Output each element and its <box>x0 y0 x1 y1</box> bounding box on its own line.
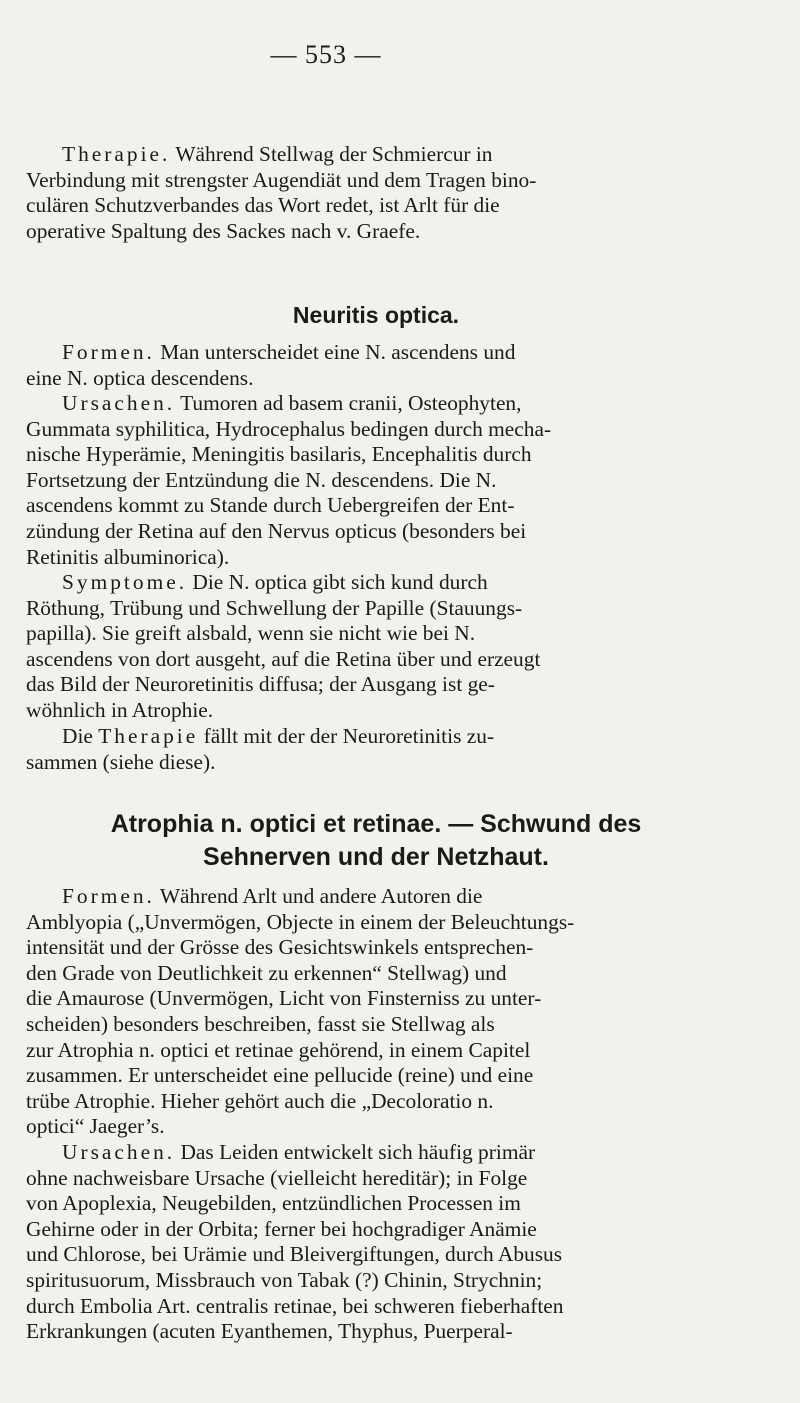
paragraph-line: zusammen. Er unterscheidet eine pellucide (reine) und eine <box>26 1063 534 1088</box>
paragraph-line: und Chlorose, bei Urämie und Bleivergiftungen, durch Abusus <box>26 1242 563 1267</box>
paragraph-line: Erkrankungen (acuten Eyanthemen, Thyphus, Puerperal- <box>26 1319 513 1344</box>
paragraph-line: optici“ Jaeger’s. <box>26 1114 165 1139</box>
paragraph-line: ohne nachweisbare Ursache (vielleicht hereditär); in Folge <box>26 1165 528 1190</box>
paragraph-line: Amblyopia („Unvermögen, Objecte in einem der Beleuchtungs- <box>26 909 575 934</box>
paragraph-line: intensität und der Grösse des Gesichtswinkels entsprechen- <box>26 935 534 960</box>
therapie-intro-paragraph <box>26 142 726 244</box>
section-heading-neuritis-optica: Neuritis optica. <box>292 302 460 328</box>
paragraph-line: den Grade von Deutlichkeit zu erkennen“ Stellwag) und <box>26 960 507 985</box>
paragraph-line: culären Schutzverbandes das Wort redet, ist Arlt für die <box>26 193 500 218</box>
paragraph-line: Formen. Während Arlt und andere Autoren die <box>62 884 483 908</box>
paragraph-line: nische Hyperämie, Meningitis basilaris, Encephalitis durch <box>26 442 532 467</box>
paragraph-label: Formen. <box>62 340 155 364</box>
neuritis-formen-paragraph <box>26 340 726 391</box>
paragraph-label: Symptome. <box>62 570 188 594</box>
paragraph-line: Verbindung mit strengster Augendiät und dem Tragen bino- <box>26 167 537 192</box>
paragraph-label: Therapie <box>98 724 199 748</box>
paragraph-line: zündung der Retina auf den Nervus opticus (besonders bei <box>26 518 527 543</box>
paragraph-line: sammen (siehe diese). <box>26 749 216 774</box>
paragraph-line: Fortsetzung der Entzündung die N. descendens. Die N. <box>26 467 497 492</box>
page-number: — 553 — <box>270 40 382 69</box>
paragraph-label: Ursachen. <box>62 1140 176 1164</box>
paragraph-line: wöhnlich in Atrophie. <box>26 697 214 722</box>
paragraph-line: Ursachen. Das Leiden entwickelt sich häufig primär <box>62 1140 536 1164</box>
paragraph-label: Formen. <box>62 884 155 908</box>
paragraph-line: papilla). Sie greift alsbald, wenn sie nicht wie bei N. <box>26 621 476 646</box>
paragraph-line: Die Therapie fällt mit der der Neuroretinitis zu- <box>62 724 495 748</box>
paragraph-line: Formen. Man unterscheidet eine N. ascendens und <box>62 340 516 364</box>
paragraph-line: Gummata syphilitica, Hydrocephalus bedingen durch mecha- <box>26 416 552 441</box>
atrophia-ursachen-paragraph <box>26 1140 726 1345</box>
paragraph-line: zur Atrophia n. optici et retinae gehörend, in einem Capitel <box>26 1037 531 1062</box>
paragraph-line: durch Embolia Art. centralis retinae, bei schweren fieberhaften <box>26 1293 564 1318</box>
paragraph-line: Gehirne oder in der Orbita; ferner bei hochgradiger Anämie <box>26 1216 537 1241</box>
paragraph-line: Symptome. Die N. optica gibt sich kund durch <box>62 570 488 594</box>
paragraph-line: spiritusuorum, Missbrauch von Tabak (?) Chinin, Strychnin; <box>26 1267 543 1292</box>
paragraph-line: trübe Atrophie. Hieher gehört auch die „Decoloratio n. <box>26 1088 494 1113</box>
paragraph-label: Ursachen. <box>62 391 176 415</box>
paragraph-line: scheiden) besonders beschreiben, fasst sie Stellwag als <box>26 1011 495 1036</box>
paragraph-line: ascendens kommt zu Stande durch Uebergreifen der Ent- <box>26 493 515 518</box>
paragraph-line: die Amaurose (Unvermögen, Licht von Finsterniss zu unter- <box>26 986 542 1011</box>
book-page <box>26 0 776 1403</box>
paragraph-line: das Bild der Neuroretinitis diffusa; der Ausgang ist ge- <box>26 672 495 697</box>
paragraph-line: Therapie. Während Stellwag der Schmiercur in <box>62 142 493 166</box>
neuritis-ursachen-paragraph <box>26 391 726 570</box>
paragraph-line: ascendens von dort ausgeht, auf die Retina über und erzeugt <box>26 646 541 671</box>
paragraph-label: Therapie. <box>62 142 171 166</box>
paragraph-line: von Apoplexia, Neugebilden, entzündlichen Processen im <box>26 1191 521 1216</box>
section-heading-atrophia <box>26 808 726 874</box>
heading-line: Atrophia n. optici et retinae. — Schwund des <box>110 810 642 838</box>
paragraph-line: operative Spaltung des Sackes nach v. Graefe. <box>26 218 421 243</box>
neuritis-symptome-paragraph <box>26 570 726 724</box>
atrophia-formen-paragraph <box>26 884 726 1140</box>
paragraph-line: Retinitis albuminorica). <box>26 544 230 569</box>
paragraph-line: eine N. optica descendens. <box>26 365 254 390</box>
neuritis-therapie-paragraph <box>26 724 726 775</box>
heading-line: Sehnerven und der Netzhaut. <box>203 843 549 871</box>
paragraph-line: Ursachen. Tumoren ad basem cranii, Osteophyten, <box>62 391 522 415</box>
paragraph-line: Röthung, Trübung und Schwellung der Papille (Stauungs- <box>26 595 523 620</box>
